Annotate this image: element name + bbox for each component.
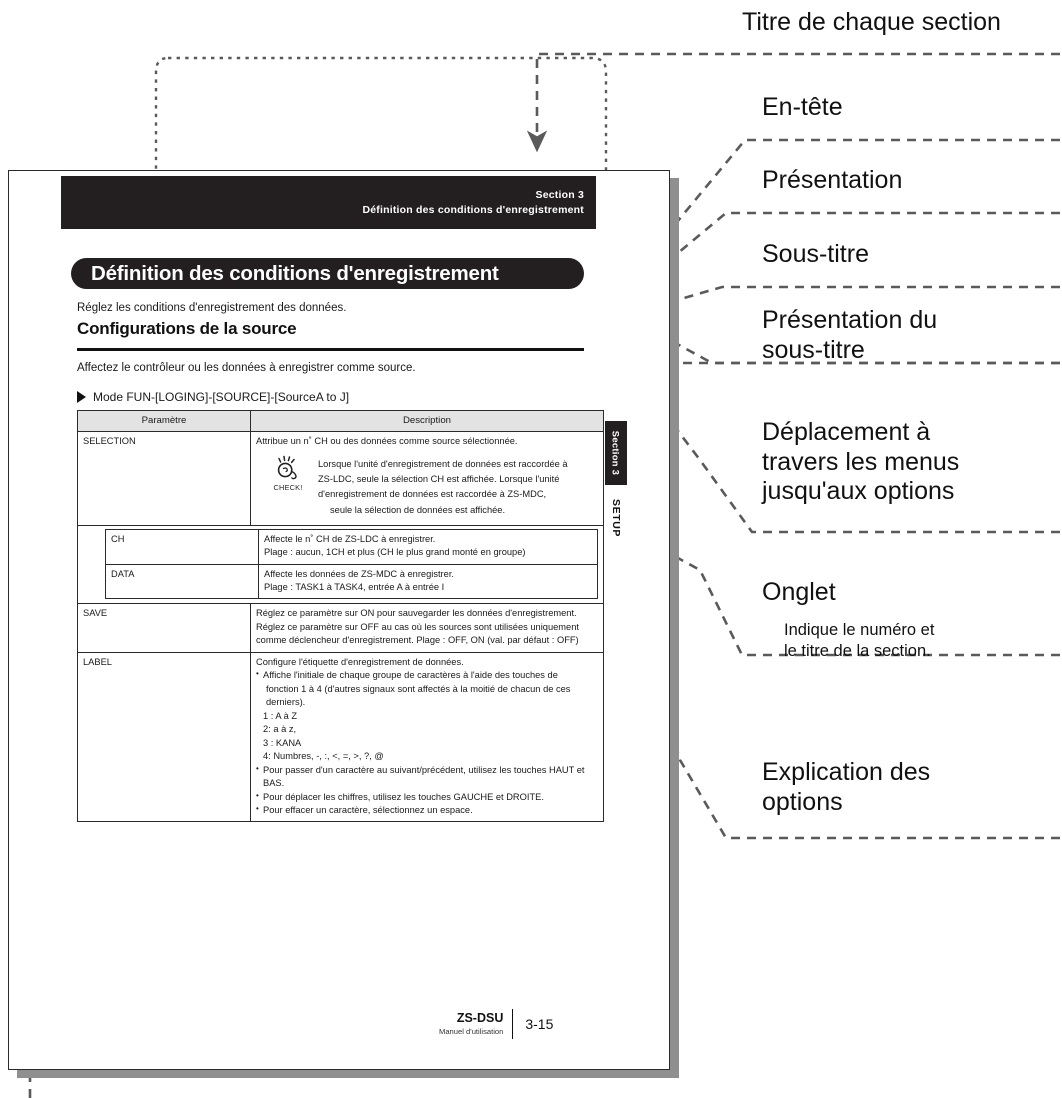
table-row [78, 652, 604, 822]
annotation-line: Présentation du [762, 306, 938, 334]
page-shadow-right [670, 178, 679, 1078]
check-callout [256, 455, 598, 517]
subsection-intro-text: Affectez le contrôleur ou les données à enregistrer comme source. [77, 362, 416, 374]
annotation-options-explanation [762, 758, 1042, 817]
cell-description-save [251, 604, 604, 652]
desc-line: comme déclencheur d'enregistrement. Plage : OFF, ON (val. par défaut : OFF) [256, 635, 579, 646]
desc-line: Réglez ce paramètre sur ON pour sauvegarder les données d'enregistrement. [256, 608, 577, 619]
annotation-line: sous-titre [762, 335, 865, 364]
desc-line: Affecte le n˚ CH de ZS-LDC à enregistrer. [264, 533, 436, 544]
page-title: Définition des conditions d'enregistrement [71, 258, 584, 289]
footer-left [439, 1011, 512, 1037]
key-group-line: 3 : KANA [263, 737, 302, 748]
lightbulb-icon [273, 455, 303, 483]
nested-table-wrap [105, 529, 598, 600]
cell-parameter-ch: CH [106, 529, 259, 564]
selection-desc-text: Attribue un n˚ CH ou des données comme source sélectionnée. [256, 435, 518, 446]
key-group-line: 4: Numbres, -, :, <, =, >, ?, @ [263, 751, 384, 762]
check-line: seule la sélection de données est affichée. [330, 504, 506, 515]
menu-path-row [77, 390, 349, 404]
annotation-line: Indique le numéro et [784, 621, 935, 639]
annotation-presentation: Présentation [762, 166, 903, 194]
annotation-header: En-tête [762, 93, 843, 121]
key-group-line: 2: a à z, [263, 724, 297, 735]
cell-parameter-selection: SELECTION [78, 431, 251, 525]
table-header-description: Description [251, 411, 604, 432]
annotation-line: options [762, 787, 843, 816]
table-row [78, 604, 604, 652]
page-footer [439, 1009, 553, 1039]
subsection-rule [77, 348, 584, 351]
check-text [318, 455, 568, 517]
subsection-title: Configurations de la source [77, 319, 297, 338]
manual-page [8, 170, 670, 1070]
header-section-label: Section 3 [535, 189, 584, 202]
bullet-continuation: fonction 1 à 4 (d'autres signaux sont affectés à la moitié de chacun de ces derniers). [266, 683, 571, 708]
desc-line: Configure l'étiquette d'enregistrement de données. [256, 656, 464, 667]
check-line: ZS-LDC, seule la sélection CH est affichée. Lorsque l'unité [318, 474, 560, 485]
desc-line: Réglez ce paramètre sur OFF au cas où les sources sont utilisées uniquement [256, 621, 579, 632]
desc-line: Plage : TASK1 à TASK4, entrée A à entrée I [264, 581, 445, 592]
table-header-parameter: Paramètre [78, 411, 251, 432]
lightbulb-icon-wrap [266, 455, 310, 517]
section-tab-name[interactable] [605, 485, 627, 551]
annotation-line: Déplacement à [762, 418, 931, 446]
menu-path-text: Mode FUN-[LOGING]-[SOURCE]-[SourceA to J] [93, 390, 350, 404]
cell-parameter-label: LABEL [78, 652, 251, 822]
cell-description-ch [259, 529, 598, 564]
header-section-title: Définition des conditions d'enregistrement [362, 203, 584, 216]
cell-description-selection [251, 431, 604, 525]
annotation-subtitle: Sous-titre [762, 240, 869, 268]
table-row [106, 564, 598, 599]
section-tab-number-label: Section 3 [610, 430, 622, 476]
annotation-tab-note [784, 620, 934, 662]
annotation-line: Explication des [762, 758, 931, 786]
table-row-nested-group [78, 525, 604, 604]
parameter-table [77, 410, 604, 822]
annotation-line: jusqu'aux options [762, 477, 955, 505]
cell-parameter-data: DATA [106, 564, 259, 599]
key-group-line: 1 : A à Z [263, 710, 298, 721]
bullet-item: • Affiche l'initiale de chaque groupe de caractères à l'aide des touches de [256, 669, 598, 682]
label-bullet-list-2 [256, 764, 598, 818]
cell-description-label [251, 652, 604, 822]
bullet-item: • Pour déplacer les chiffres, utilisez les touches GAUCHE et DROITE. [256, 791, 598, 804]
table-header-row [78, 411, 604, 432]
desc-line: Plage : aucun, 1CH et plus (CH le plus grand monté en groupe) [264, 547, 526, 558]
section-tab-name-label: SETUP [610, 498, 622, 538]
table-row [106, 529, 598, 564]
section-tab[interactable] [605, 421, 627, 551]
label-bullet-list [256, 669, 598, 682]
annotation-line: le titre de la section. [784, 642, 931, 661]
annotation-subtitle-presentation [762, 306, 1032, 365]
page-header-bar [61, 176, 596, 229]
annotation-tab: Onglet [762, 578, 836, 606]
annotation-menu-navigation [762, 418, 1042, 507]
annotation-section-title: Titre de chaque section [742, 8, 1001, 36]
page-shadow-bottom [17, 1070, 679, 1078]
section-tab-number[interactable] [605, 421, 627, 485]
footer-page-number: 3-15 [525, 1016, 554, 1032]
cell-nested-subtable [78, 525, 604, 604]
table-row [78, 431, 604, 525]
footer-manual: Manuel d'utilisation [439, 1027, 504, 1037]
cell-description-data [259, 564, 598, 599]
bullet-item: • Pour effacer un caractère, sélectionnez un espace. [256, 804, 598, 817]
section-intro-text: Réglez les conditions d'enregistrement des données. [77, 302, 347, 314]
desc-line: Affecte les données de ZS-MDC à enregistrer. [264, 568, 454, 579]
triangle-bullet-icon [77, 391, 86, 403]
check-line: Lorsque l'unité d'enregistrement de données est raccordée à [318, 459, 568, 470]
check-label: CHECK! [273, 483, 303, 493]
sub-parameter-table [105, 529, 598, 600]
footer-model: ZS-DSU [456, 1011, 504, 1026]
check-line: d'enregistrement de données est raccordée à ZS-MDC, [318, 489, 547, 500]
cell-parameter-save: SAVE [78, 604, 251, 652]
annotation-line: travers les menus [762, 447, 960, 476]
bullet-item: • Pour passer d'un caractère au suivant/précédent, utilisez les touches HAUT et BAS. [256, 764, 598, 791]
